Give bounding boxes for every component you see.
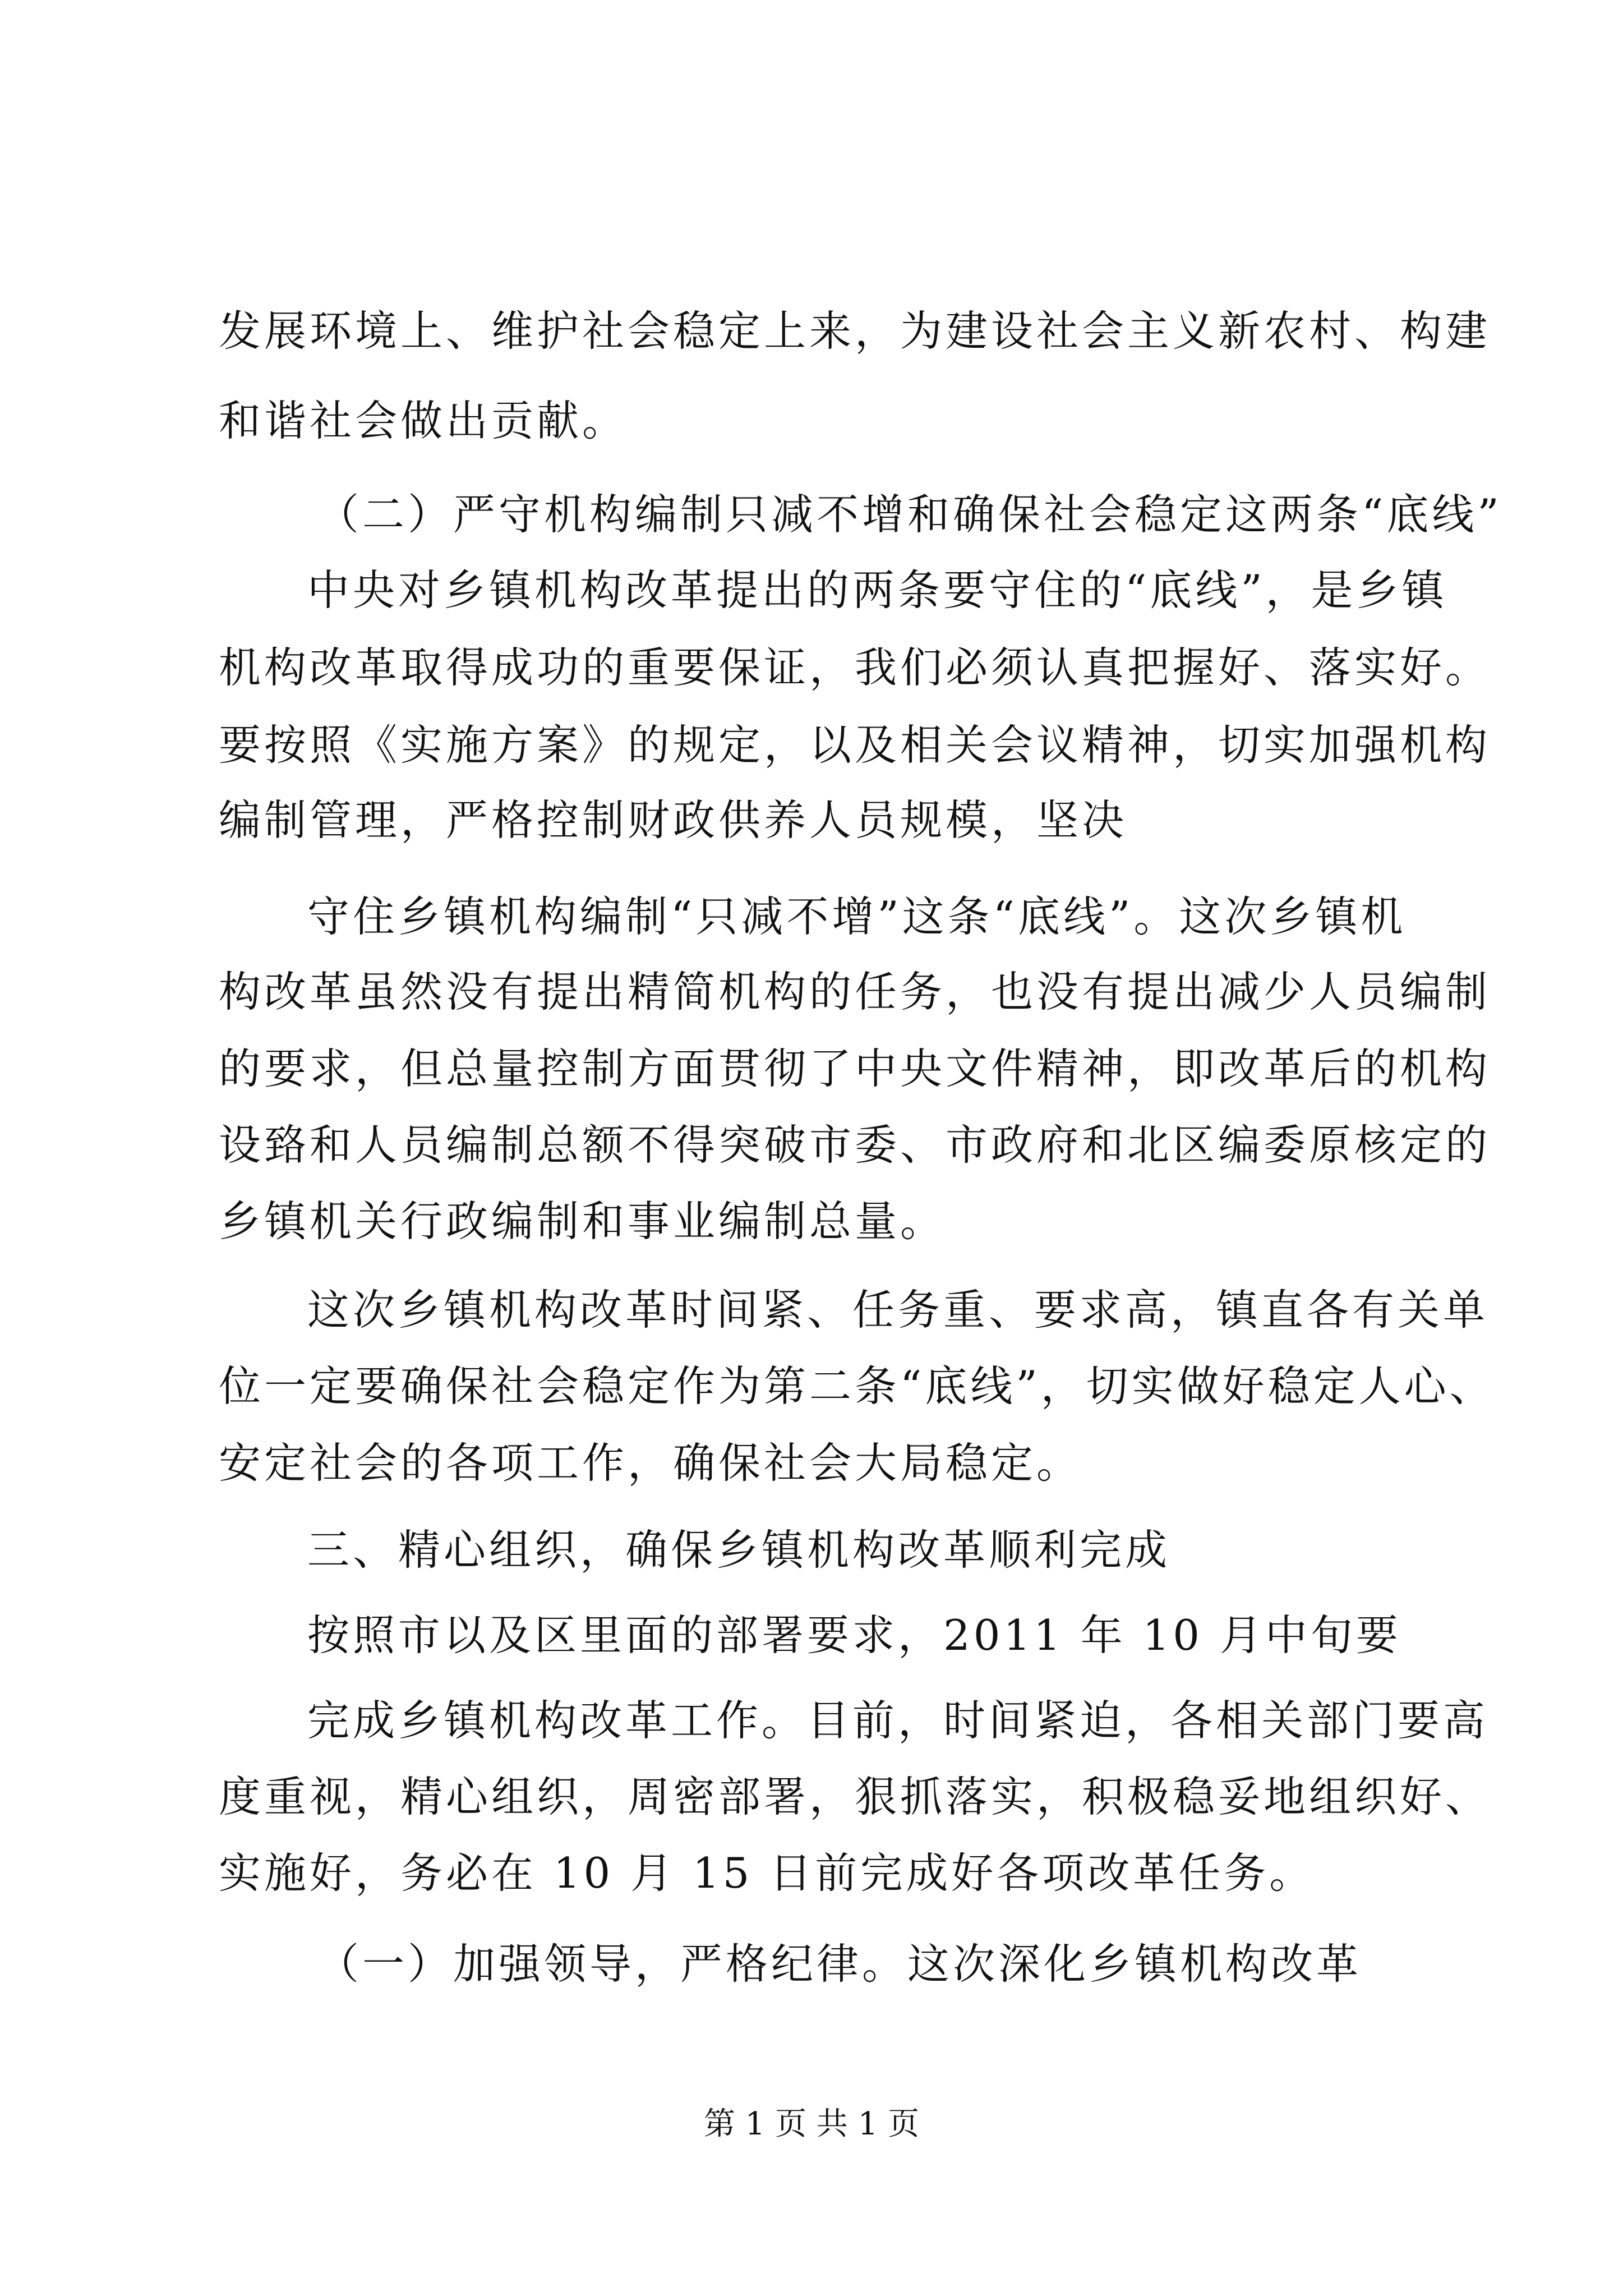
text-line: 编制管理，严格控制财政供养人员规模，坚决: [219, 795, 1128, 845]
text-line: 构改革虽然没有提出精简机构的任务，也没有提出减少人员编制: [219, 967, 1491, 1016]
text-line: 安定社会的各项工作，确保社会大局稳定。: [219, 1438, 1082, 1488]
text-line: 设臵和人员编制总额不得突破市委、市政府和北区编委原核定的: [219, 1120, 1491, 1170]
text-line: 的要求，但总量控制方面贯彻了中央文件精神，即改革后的机构: [219, 1044, 1491, 1093]
text-line: 位一定要确保社会稳定作为第二条“底线”，切实做好稳定人心、: [219, 1361, 1495, 1411]
text-line: 要按照《实施方案》的规定，以及相关会议精神，切实加强机构: [219, 720, 1491, 770]
text-line: 守住乡镇机构编制“只减不增”这条“底线”。这次乡镇机: [307, 892, 1407, 941]
text-line: 按照市以及区里面的部署要求，2011 年 10 月中旬要: [307, 1611, 1401, 1660]
text-line: 发展环境上、维护社会稳定上来，为建设社会主义新农村、构建: [219, 306, 1491, 356]
text-line: 完成乡镇机构改革工作。目前，时间紧迫，各相关部门要高: [307, 1696, 1489, 1745]
text-line: 乡镇机关行政编制和事业编制总量。: [219, 1197, 946, 1246]
text-line: 中央对乡镇机构改革提出的两条要守住的“底线”，是乡镇: [307, 565, 1447, 615]
text-line: 和谐社会做出贡献。: [219, 396, 628, 445]
section-heading: （二）严守机构编制只减不增和确保社会稳定这两条“底线”: [317, 490, 1502, 539]
text-line: 这次乡镇机构改革时间紧、任务重、要求高，镇直各有关单: [307, 1285, 1489, 1335]
text-line: 实施好，务必在 10 月 15 日前完成好各项改革任务。: [219, 1848, 1315, 1898]
text-line: 机构改革取得成功的重要保证，我们必须认真把握好、落实好。: [219, 643, 1491, 692]
section-heading: （一）加强领导，严格纪律。这次深化乡镇机构改革: [317, 1939, 1362, 1989]
page-number-footer: 第 1 页 共 1 页: [703, 2106, 920, 2142]
text-line: 度重视，精心组织，周密部署，狠抓落实，积极稳妥地组织好、: [219, 1772, 1491, 1821]
section-heading: 三、精心组织，确保乡镇机构改革顺利完成: [307, 1525, 1171, 1575]
